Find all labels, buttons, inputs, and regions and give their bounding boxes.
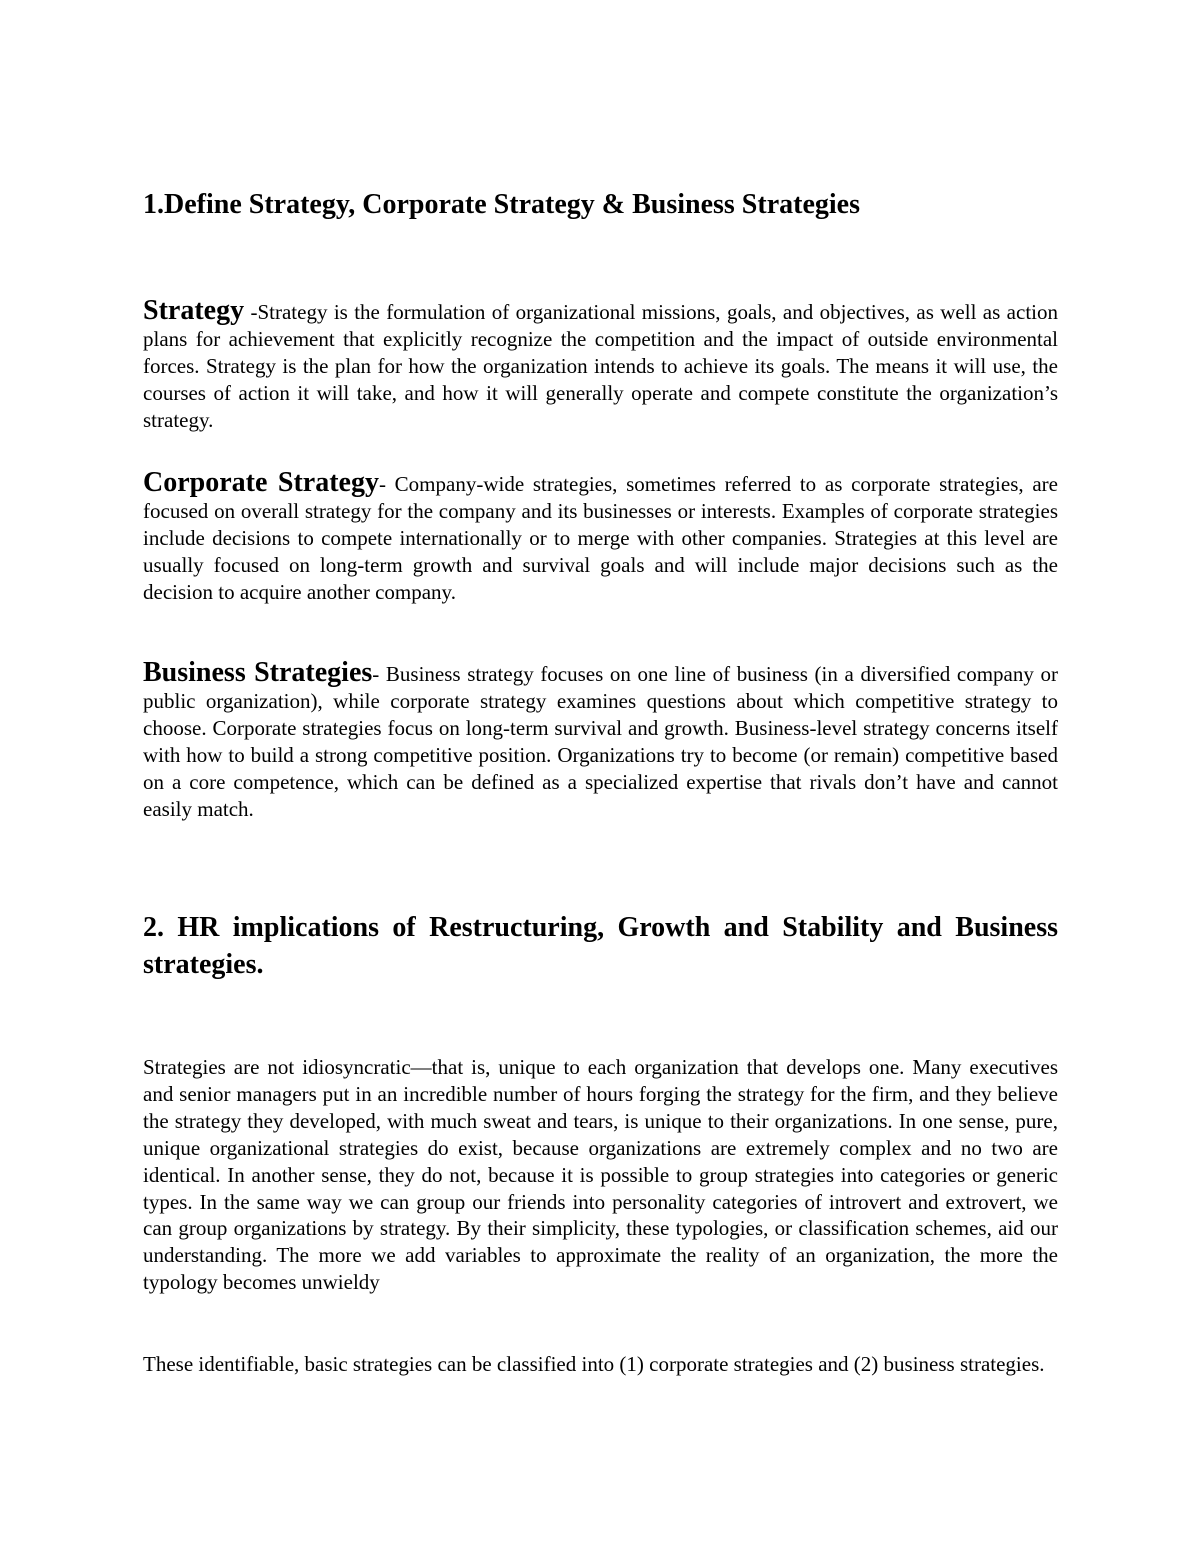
strategy-term: Strategy [143, 295, 245, 326]
business-strategies-text: - Business strategy focuses on one line of business (in a diversified company or public organization), while corporate strategy examines questions about which competitive strategy to choose. Corporate strategies focus on long-term survival and growth. Business-level strategy concerns itself with how to build a strong competitive position. Organizations try to become (or remain) competitive based on a core competence, which can be defined as a specialized expertise that rivals don’t have and cannot easily match. [143, 662, 1058, 821]
section1-heading: 1.Define Strategy, Corporate Strategy & Business Strategies [143, 189, 860, 220]
section2-paragraph-1: Strategies are not idiosyncratic—that is, unique to each organization that develops one. Many executives and senior managers put in an incredible number of hours forging the strategy for the firm, and they believe the strategy they developed, with much sweat and tears, is unique to their organizations. In one sense, pure, unique organizational strategies do exist, because organizations are extremely complex and no two are identical. In another sense, they do not, because it is possible to group strategies into categories or generic types. In the same way we can group our friends into personality categories of introvert and extrovert, we can group organizations by strategy. By their simplicity, these typologies, or classification schemes, aid our understanding. The more we add variables to approximate the reality of an organization, the more the typology becomes unwieldy [143, 1055, 1058, 1295]
document-page [143, 0, 1058, 1553]
business-strategies-definition [143, 657, 1058, 822]
section2-heading: 2. HR implications of Restructuring, Growth and Stability and Business strategies. [143, 912, 1058, 980]
corporate-strategy-text: - Company-wide strategies, sometimes referred to as corporate strategies, are focused on overall strategy for the company and its businesses or interests. Examples of corporate strategies include decisions to compete internationally or to merge with other companies. Strategies at this level are usually focused on long-term growth and survival goals and will include major decisions such as the decision to acquire another company. [143, 472, 1058, 604]
section2-paragraph-2: These identifiable, basic strategies can be classified into (1) corporate strategies and (2) business strategies. [143, 1352, 1045, 1376]
business-strategies-term: Business Strategies [143, 657, 373, 688]
corporate-strategy-definition [143, 467, 1058, 606]
corporate-strategy-term: Corporate Strategy [143, 467, 379, 498]
strategy-definition [143, 295, 1058, 434]
strategy-text: -Strategy is the formulation of organizational missions, goals, and objectives, as well as action plans for achievement that explicitly recognize the competition and the impact of outside environmental forces. Strategy is the plan for how the organization intends to achieve its goals. The means it will use, the courses of action it will take, and how it will generally operate and compete constitute the organization’s strategy. [143, 300, 1058, 432]
